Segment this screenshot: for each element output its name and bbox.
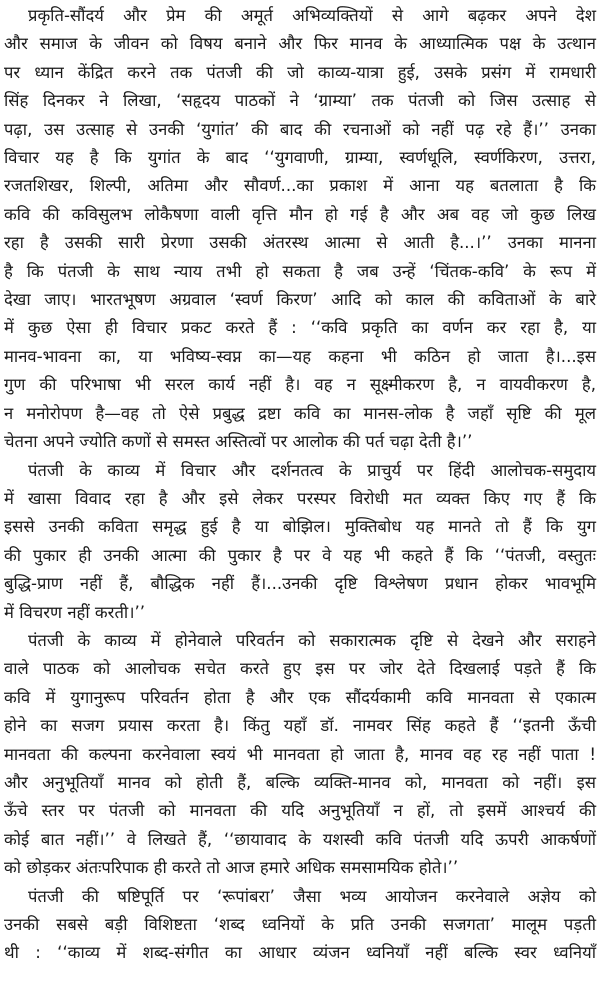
text-line: मानवता की कल्पना करनेवाला स्वयं भी मानवता हो जाता है, मानव वह रह नहीं पाता ! xyxy=(4,744,596,764)
text-line: बुद्धि-प्राण नहीं हैं, बौद्धिक नहीं हैं।...उनकी दृष्टि विश्लेषण प्रधान होकर भावभूमि xyxy=(4,574,596,594)
text-line: गुण की परिभाषा भी सरल कार्य नहीं है। वह न सूक्ष्मीकरण है, न वायवीकरण है, xyxy=(4,375,596,395)
text-line: कवि में युगानुरूप परिवर्तन होता है और एक सौंदर्यकामी कवि मानवता से एकात्म xyxy=(4,687,596,707)
text-line: में विचरण नहीं करती।’’ xyxy=(4,602,146,622)
text-line: प्रकृति-सौंदर्य और प्रेम की अमूर्त अभिव्यक्तियों से आगे बढ़कर अपने देश xyxy=(28,6,596,25)
text-line: की पुकार ही उनकी आत्मा की पुकार है पर वे यह भी कहते हैं कि ‘‘पंतजी, वस्तुतः xyxy=(4,545,596,565)
paragraph-2 xyxy=(4,457,596,627)
text-line: पढ़ा, उस उत्साह से उनकी ‘युगांत’ की बाद की रचनाओं को नहीं पढ़ रहे हैं।’’ उनका xyxy=(4,119,596,139)
text-line: कवि की कविसुलभ लोकैषणा वाली वृत्ति मौन हो गई है और अब वह जो कुछ लिख xyxy=(4,204,596,224)
paragraph-1 xyxy=(4,2,596,457)
text-line: होने का सजग प्रयास करता है। किंतु यहाँ डॉ. नामवर सिंह कहते हैं ‘‘इतनी ऊँची xyxy=(4,716,596,736)
text-line: सिंह दिनकर ने लिखा, ‘सहृदय पाठकों ने ‘ग्राम्या’ तक पंतजी को जिस उत्साह से xyxy=(4,91,596,111)
text-line: ऊँचे स्तर पर पंतजी को मानवता की यदि अनुभूतियाँ न हों, तो इसमें आश्चर्य की xyxy=(4,801,596,821)
text-line: थी : ‘‘काव्य में शब्द-संगीत का आधार व्यंजन ध्वनियाँ नहीं बल्कि स्वर ध्वनियाँ xyxy=(4,943,596,963)
text-line: पंतजी की षष्टिपूर्ति पर ‘रूपांबरा’ जैसा भव्य आयोजन करनेवाले अज्ञेय को xyxy=(28,886,596,906)
text-line: पर ध्यान केंद्रित करने तक पंतजी की जो काव्य-यात्रा हुई, उसके प्रसंग में रामधारी xyxy=(4,62,596,82)
text-line: है कि पंतजी के साथ न्याय तभी हो सकता है जब उन्हें ‘चिंतक-कवि’ के रूप में xyxy=(4,261,596,281)
text-line: और समाज के जीवन को विषय बनाने और फिर मानव के आध्यात्मिक पक्ष के उत्थान xyxy=(4,34,596,54)
text-line: देखा जाए। भारतभूषण अग्रवाल ‘स्वर्ण किरण’ आदि को काल की कविताओं के बारे xyxy=(4,290,596,310)
text-line: इससे उनकी कविता समृद्ध हुई है या बोझिल। मुक्तिबोध यह मानते तो हैं कि युग xyxy=(4,517,596,537)
text-line: में खासा विवाद रहा है और इसे लेकर परस्पर विरोधी मत व्यक्त किए गए हैं कि xyxy=(4,488,596,508)
text-line: पंतजी के काव्य में होनेवाले परिवर्तन को सकारात्मक दृष्टि से देखने और सराहने xyxy=(28,630,596,650)
text-line: को छोड़कर अंतःपरिपाक ही करते तो आज हमारे अधिक समसामयिक होते।’’ xyxy=(4,858,459,878)
text-line: पंतजी के काव्य में विचार और दर्शनतत्व के प्राचुर्य पर हिंदी आलोचक-समुदाय xyxy=(28,460,596,480)
text-line: विचार यह है कि युगांत के बाद ‘‘युगवाणी, ग्राम्या, स्वर्णधूलि, स्वर्णकिरण, उत्तरा, xyxy=(4,148,596,168)
text-line: वाले पाठक को आलोचक सचेत करते हुए इस पर जोर देते दिखलाई पड़ते हैं कि xyxy=(4,659,596,679)
paragraph-3 xyxy=(4,627,596,883)
text-line: चेतना अपने ज्योति कणों से समस्त अस्तित्वों पर आलोक की पर्त चढ़ा देती है।’’ xyxy=(4,432,473,452)
text-line: रजतशिखर, शिल्पी, अतिमा और सौवर्ण...का प्रकाश में आना यह बतलाता है कि xyxy=(4,176,596,196)
text-line: उनकी सबसे बड़ी विशिष्टता ‘शब्द ध्वनियों के प्रति उनकी सजगता’ मालूम पड़ती xyxy=(4,915,596,934)
text-line: में कुछ ऐसा ही विचार प्रकट करते हैं : ‘‘कवि प्रकृति का वर्णन कर रहा है, या xyxy=(4,318,596,338)
text-line: कोई बात नहीं।’’ वे लिखते हैं, ‘‘छायावाद के यशस्वी कवि पंतजी यदि ऊपरी आकर्षणों xyxy=(4,829,596,849)
text-line: रहा है उसकी सारी प्रेरणा उसकी अंतरस्थ आत्मा से आती है...।’’ उनका मानना xyxy=(4,233,596,253)
text-line: न मनोरोपण है—वह तो ऐसे प्रबुद्ध द्रष्टा कवि का मानस-लोक है जहाँ सृष्टि की मूल xyxy=(4,403,596,423)
text-line: मानव-भावना का, या भविष्य-स्वप्न का—यह कहना भी कठिन हो जाता है।...इस xyxy=(4,346,596,366)
paragraph-4 xyxy=(4,883,596,968)
text-line: और अनुभूतियाँ मानव को होती हैं, बल्कि व्यक्ति-मानव को, मानवता को नहीं। इस xyxy=(4,772,596,792)
